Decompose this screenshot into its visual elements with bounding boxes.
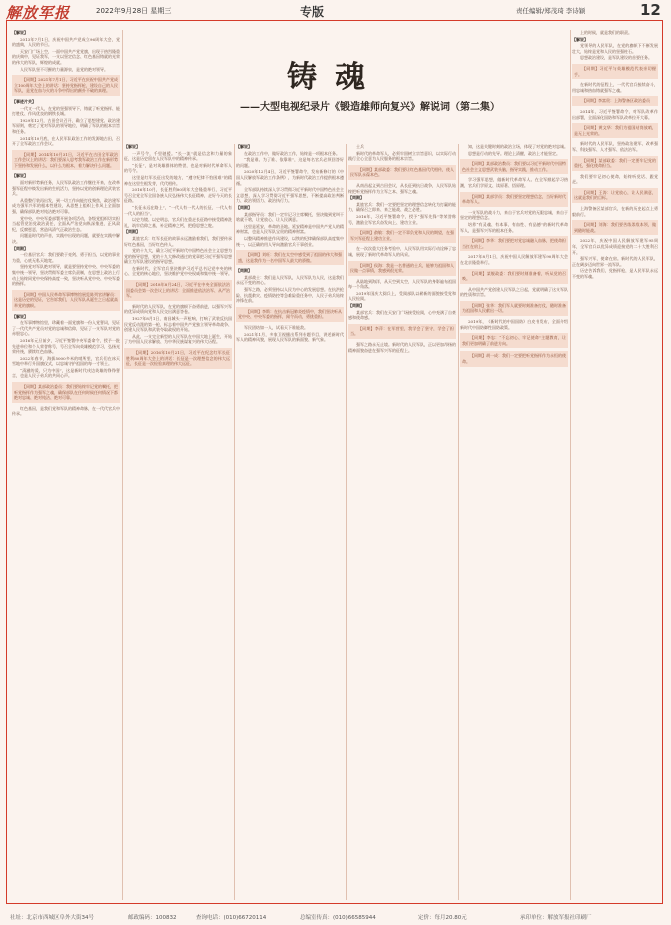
paragraph: 人民军队坚不可摧的力量源泉，是党的绝对领导。 — [20, 66, 108, 72]
paragraph: 新时代的革命军人，必须牢固树立宗旨意识，以实际行动践行全心全意为人民服务的根本宗旨。 — [348, 150, 456, 162]
paragraph: 军民团结如一人，试看天下谁能敌。 — [244, 325, 308, 331]
section-tag: 【同期】 — [12, 245, 28, 251]
paragraph: 2022年春节，海拔5000多米的哨所里，官兵们在冰天雪地中举行升国旗仪式，以忠诚守护祖国的每一寸领土。 — [12, 355, 120, 367]
paragraph: 从南昌起义到古田会议，从长征到抗日战争，人民军队始终把听党指挥作为立军之本、强军之魂。 — [348, 182, 456, 194]
paragraph: 在新时代，全军官兵坚决维护习近平总书记党中央的核心、全党的核心地位，坚决维护党中央权威和集中统一领导。 — [124, 265, 232, 277]
paragraph: 2019年，《新时代的中国国防》白皮书发布，全面介绍新时代中国防御性国防政策。 — [460, 319, 568, 330]
paragraph: 从陆地到海洋，从天空到太空，人民军队的身影遍布祖国每一个角落。 — [348, 278, 456, 290]
paragraph: 士兵 — [356, 144, 364, 149]
paragraph: 某部官兵：我们在天安门广场接受检阅，心中充满了自豪感和使命感。 — [348, 309, 456, 321]
paragraph: 新时代的人民军队，坚持政治建军、改革强军、科技强军、人才强军、依法治军。 — [572, 141, 658, 152]
paragraph: “长征”，是对英雄群体的赞誉，也是对新时代革命军人的号令。 — [124, 162, 232, 174]
paragraph: 2019年国庆大阅兵上，受阅部队以崭新的面貌接受党和人民检阅。 — [348, 290, 456, 302]
paragraph: 以史为镜、以史明志，官兵们在重走长征路中接受精神洗礼，筑牢信仰之基，补足精神之钙，把稳思想之舵。 — [124, 217, 232, 228]
paragraph: 某部指导员：我们一定牢记习主席嘱托，坚决做到党叫干啥就干啥，让党放心、让人民满意。 — [236, 211, 344, 223]
quote-box: 【同期】刘海：我们要苦练杀敌本领，做到随时能战。 — [572, 220, 658, 235]
paragraph: 2016年，习近平签署命令，授予“强军先锋”等荣誉称号，激励全军官兵奋发向上、建功立业。 — [348, 213, 456, 225]
column-divider — [234, 144, 235, 900]
section-tag: 【解说】 — [12, 313, 28, 319]
paragraph: 1927年8月1日，南昌城头一声枪响，打响了武装反抗国民党反动派的第一枪，标志着中国共产党独立领导革命战争、创建人民军队和武装夺取政权的开始。 — [124, 316, 232, 333]
paragraph: 在军事博物馆里，珍藏着一面党旗和一份入党誓词，见证了一代代共产党员对党的忠诚和信仰，见证了一支军队对党的赤胆忠心。 — [12, 320, 120, 337]
section-tag: 【同期】 — [236, 268, 252, 274]
quote-box: 【同期】黄文华：我们为祖国站岗放哨，是无上光荣的。 — [572, 123, 658, 138]
footer-fax: 总编室传真：(010)66585944 — [300, 915, 376, 921]
section-tag: 【事迹片关】 — [12, 98, 36, 104]
paragraph: 在新时代的征程上，一代代官兵接续奋斗，用忠诚和热血铸就强军之魂。 — [572, 82, 658, 93]
paragraph: 从此，一支完全新型的人民军队在中国大地上诞生，开始了为中国人民求解放、为中华民族谋复兴的伟大历程。 — [124, 333, 232, 345]
column-divider — [458, 144, 459, 900]
paragraph: 2016年10月，长征胜利80周年大会隆重举行，习近平号召全党全军全国各族人民弘扬伟大长征精神，走好今天的长征路。 — [124, 187, 232, 204]
paragraph: 强军兴军，使命在肩。新时代的人民军队，正在阔步迈向世界一流军队。 — [572, 256, 658, 267]
quote-box: 【同期】某舰政委：我们要时刻准备着，听从党的召唤。 — [460, 269, 568, 284]
paragraph: 新时代的人民军队，在党的旗帜下奋勇前进，以强军兴军的优异成绩向党和人民交出满意答卷。 — [124, 303, 232, 315]
section-tag: 【解说】 — [12, 30, 28, 35]
paragraph: 一声号令，千里驰援。“长一流”就是信念和力量的象征，这是历史留在人民军队中的精神传承。 — [124, 150, 232, 162]
quote-box: 【同期】侯海：我是一名普通的士兵，能够为祖国和人民做一点事情，我感到很光荣。 — [348, 261, 456, 276]
paragraph: 2017年8月1日，庆祝中国人民解放军建军90周年大会在北京隆重举行。 — [460, 254, 568, 265]
paragraph: 某部战士：我们是人民军队，人民军队为人民，这是我们永远不变的初心。 — [236, 274, 344, 286]
paragraph: 在政治工作中，做好政治工作，始终是一项根本任务。 — [244, 150, 340, 156]
page-footer — [0, 905, 671, 925]
paragraph: 面对新形势新任务，人民军队政治工作继往开来，在改革强军征程中焕发出新的生机活力，坚持以党的创新理论武装官兵。 — [12, 180, 120, 197]
paragraph: 2020年12月4日，习近平签署命令，发布新修订的《中国人民解放军政治工作条例》，为新时代政治工作提供根本遵循。 — [236, 169, 344, 186]
quote-box: 【同期】张华：我们军人就要时刻准备打仗，随时准备为祖国和人民献出一切。 — [460, 301, 568, 316]
quote-box: 【同期】胡一成：我们一定要把听党指挥作为永恒的使命。 — [460, 351, 568, 366]
section-tag: 【解说】 — [572, 36, 588, 42]
paragraph: “清澈的爱，只为中国”，这是新时代戍边英雄的铮铮誓言，也是人民子弟兵的共同心声。 — [12, 367, 120, 379]
paragraph: “长征永远在路上”，“一代人有一代人的长征，一代人有一代人的担当”。 — [124, 204, 232, 216]
quote-box: 【同期】李忠：“不忘初心、牢记使命”主题教育，让我们更加明确了前进方向。 — [460, 333, 568, 348]
paragraph: 知，这是关键时刻的政治立场，体现了对党的绝对忠诚。 — [468, 144, 568, 149]
article-subtitle: ——大型电视纪录片《锻造雄师向复兴》解说词（第二集） — [240, 102, 500, 113]
text-column-5 — [460, 144, 568, 900]
text-column-2 — [124, 144, 232, 900]
section-tag: 【解说】 — [12, 173, 28, 179]
paragraph: 从重整行装再出发，到一切工作向能打仗聚焦，政治建军成为强军兴军的根本性建设，从思想上组织上作风上全面加强，确保部队绝对纯洁绝对可靠。 — [12, 197, 120, 215]
section-tag: 【同期】 — [236, 204, 252, 210]
paragraph: 红色基因，是我们党和军队的精神命脉，在一代代官兵中传承。 — [12, 405, 120, 417]
paragraph: 上的时候，就是我们的职责。 — [580, 30, 632, 35]
paragraph: 这里是红军长征出发的地方，“遵守纪律不怕困难”的精神在这里生根发芽，代代相传。 — [124, 174, 232, 186]
paragraph: 强军之路，必须坚持以人民为中心的发展思想。在抗洪抢险、抗震救灾、疫情防控等急难险重任务中，人民子弟兵始终冲锋在前。 — [236, 287, 344, 304]
paragraph: 在一次次重大任务考验中，人民军队用实际行动诠释了忠诚，展现了新时代革命军人的风采。 — [348, 246, 456, 257]
column-divider — [570, 30, 571, 900]
quote-box: 【同期】某部政治委员：我们要始终牢记党的嘱托，把听党指挥作为强军之魂，确保部队在任何时候任何情况下都绝对忠诚、绝对纯洁、绝对可靠。 — [12, 382, 120, 403]
paragraph: 某旅官兵：红军长征的故事永远激励着我们，我们要传承好红色基因，当好红色传人。 — [124, 235, 232, 247]
paragraph: 学习强军思想，做新时代革命军人。在全军掀起学习热潮，官兵们学原文、读原著、悟原理。 — [460, 177, 568, 188]
paragraph: 从中国共产党创建人民军队之日起，党就明确了这支军队的性质和宗旨。 — [460, 286, 568, 298]
quote-box: 【同期】刘旺：我们在太空中感受到了祖国的伟大和强盛，这是我作为一名中国军人最大的骄傲。 — [236, 250, 344, 265]
editors-line: 责任编辑/郑茂琦 李诗颖 — [516, 7, 586, 15]
paragraph: 我们要牢记初心使命，始终听党话、跟党走。 — [572, 173, 658, 185]
paragraph: 一代又一代人，在党的坚强领导下，铸就了听党指挥、能打胜仗、作风优良的钢铁长城。 — [12, 105, 120, 117]
paragraph: “我是谁、为了谁、依靠谁”，这是每名官兵必须回答好的问题。 — [236, 157, 344, 168]
text-column-1 — [12, 30, 120, 900]
text-column-4 — [348, 144, 456, 900]
quote-box: 【同期】某部政治教员：我们要以习近平新时代中国特色社会主义思想武装头脑，指导实践，推动工作。 — [460, 159, 568, 174]
page-header — [0, 0, 671, 20]
footer-phone: 查询电话：(010)66720114 — [196, 915, 267, 921]
section-tag: 【同期】 — [124, 229, 140, 235]
paragraph: 坚持党对军队绝对领导，就是要坚持党中央、中央军委的集中统一领导，坚决贯彻军委主席负责制，在思想上政治上行动上始终同党中央保持高度一致，坚决听从党中央、中央军委的指挥。 — [12, 264, 120, 287]
paragraph: 强军之路永无止境。新时代的人民军队，正以更加昂扬的精神面貌奋进在强军兴军的征程上。 — [348, 342, 456, 353]
quote-box: 【同期】俞敏：我们一定不辜负党和人民的期望，在强军兴军征程上建功立业。 — [348, 228, 456, 243]
footer-printer: 承印单位：解放军报社印刷厂 — [520, 915, 592, 921]
paragraph: 上海警备区某部官兵，在新的历史起点上勇毅前行。 — [572, 206, 658, 217]
quote-box: 【同期】2021年7月1日，习近平在庆祝中国共产党成立100周年大会上的讲话：坚持党指挥枪，建设自己的人民军队，是党在血与火的斗争中得出的颠扑不破的真理。 — [12, 75, 120, 96]
section-tag: 【解说】 — [124, 144, 140, 149]
column-divider — [122, 30, 123, 900]
quote-box: 【同期】习近平与英雄模范代表亲切握手。 — [572, 64, 658, 79]
paragraph: 这里是延安，革命的圣地。延安精神是中国共产党人的精神财富，也是人民军队宝贵的精神财富。 — [236, 223, 344, 235]
quote-box: 【同期】李华：我们要把对党忠诚融入血脉，把使命担当扛在肩上。 — [460, 236, 568, 251]
footer-price: 定价：每月20.80元 — [418, 915, 467, 921]
quote-box: 【同期】李萍：在军营里，我学会了坚守，学会了担当。 — [348, 324, 456, 339]
paragraph: 思想政治建设，是军队建设的首要任务。 — [580, 55, 652, 61]
paragraph: 党的十九大，确立习近平新时代中国特色社会主义思想为党的指导思想，党的十九大修改通过的党章把习近平强军思想确立为军队建设的指导思想。 — [124, 248, 232, 265]
paragraph: 2013年7月1日，庆祝中国共产党成立96周年大会，党的盛典，人民的节日。 — [12, 36, 120, 48]
paragraph: 2021年1月，多家卫视播出系列专题节目，讲述新时代军人的精神风貌，展现人民军队的新面貌、新气象。 — [236, 331, 344, 343]
paragraph: 思想是行动的先导。理论上清醒，政治上才能坚定。 — [468, 150, 560, 156]
paragraph: 一位基层官兵：我们要敢于亮剑、勇于担当，以党的事业为重，心底无私天地宽。 — [12, 252, 120, 263]
column-divider — [346, 144, 347, 900]
section-tag: 【解说】 — [236, 144, 252, 149]
quote-box: 【同期】2014年10月31日，习近平在古田全军政治工作会议上的讲话：我们要深入思考我军政治工作在新形势下坚持和发展什么，以什么为根本，着力解决什么问题。 — [12, 150, 120, 171]
quote-box: 【同期】中国人民革命军事博物馆展览陈列官讲解员：这是历史的见证，它告诉我们，人民军队从诞生之日起就高举党的旗帜。 — [12, 290, 120, 311]
paragraph: 全军部队持续深入学习贯彻习近平新时代中国特色社会主义思想，深入学习贯彻习近平强军思想，不断提高政治判断力、政治领悟力、政治执行力。 — [236, 187, 344, 204]
paragraph: 党领导的人民军队，在党的旗帜下不断发展壮大，始终是党和人民的坚强柱石。 — [572, 43, 658, 54]
paragraph: 问题是时代的声音，实践中出现的问题，就要在实践中解决。 — [12, 233, 120, 244]
footer-address: 社址：北京市西城区阜外大街34号 — [10, 915, 94, 921]
paragraph: 1929年12月，古田会议召开，确立了思想建党、政治建军原则，奠定了党对军队的领导地位，明确了军队的根本宗旨和任务。 — [12, 117, 120, 134]
quote-box: 【同期】某部政委：我们一定要牢记党的重托，强化使命担当。 — [572, 156, 658, 171]
newspaper-logo: 解放军报 — [6, 4, 71, 22]
footer-postcode: 邮政编码：100832 — [128, 915, 177, 921]
quote-box: 【同期】王涛：让党放心，让人民满意，这就是我们的目标。 — [572, 188, 658, 203]
text-column-3 — [236, 144, 344, 900]
article-title: 铸魂 — [287, 60, 383, 95]
paragraph: 以整风精神推进作风建设，以铁的纪律确保部队高度集中统一，以正确的用人导向激励官兵干事创业。 — [236, 235, 344, 247]
quote-box: 【同期】某部政委：我们要让红色基因代代相传，使人民军队永葆本色。 — [348, 165, 456, 180]
paragraph: 党中央、中央军委部署开展各项活动，各级党组织切实担当起管党治党政治责任，全面从严治党向纵深推进，正风肃纪，反腐惩恶，营造风清气正政治生态。 — [12, 215, 120, 232]
quote-box: 【同期】李富贵：上海警备区政治委员 — [572, 96, 658, 106]
paragraph: 2014年10月底，在人民军队政治工作的发源地古田，召开了全军政治工作会议。 — [12, 135, 120, 147]
quote-box: 【同期】某部学员：我们要坚定理想信念，当好新时代革命军人。 — [460, 192, 568, 207]
paragraph: 历史告诉我们，党指挥枪，是人民军队永远不变的军魂。 — [572, 268, 658, 279]
quote-box: 【同期】2018年8月24日，习近平在中央全面依法治国委员会第一次会议上的讲话：全面推进依法治军、从严治军。 — [124, 280, 232, 301]
section-label: 专版 — [300, 5, 325, 19]
issue-date: 2022年9月28日 星期三 — [96, 7, 172, 15]
paragraph: 培养“有灵魂、有本事、有血性、有品德”的新时代革命军人，是强军兴军的根本任务。 — [460, 221, 568, 233]
paragraph: 2016年元旦前夕，习近平签署中央军委命令，授予一批先进单位和个人荣誉称号，号召全军向英雄模范学习，弘扬光荣传统，赓续红色血脉。 — [12, 337, 120, 355]
section-tag: 【同期】 — [348, 303, 364, 309]
paragraph: 2022年，庆祝中国人民解放军建军95周年，全军官兵以优异成绩迎接党的二十大胜利召开。 — [572, 238, 658, 255]
page-number: 12 — [640, 1, 661, 19]
paragraph: 2014年，习近平签署命令，对军队改革作出部署，全面深化国防和军队改革拉开大幕。 — [572, 108, 658, 120]
text-column-6 — [572, 30, 658, 900]
quote-box: 【同期】李斯：在抗击新冠肺炎疫情中，我们坚决听从党中央、中央军委的指挥，闻令而动，勇挑重担。 — [236, 307, 344, 322]
section-tag: 【同期】 — [348, 195, 364, 201]
paragraph: 天安门广场上空，一面中国共产党党旗，出现于热烈隆重的庆典中，见证我军，一支以坚定信念、红色基因铸就的光荣的伟大的军队，辉煌的成就。 — [12, 48, 120, 65]
quote-box: 【同期】2016年10月21日，习近平在纪念红军长征胜利80周年大会上的讲话：长征是一次理想信念的伟大远征，长征是一次检验真理的伟大远征。 — [124, 348, 232, 369]
paragraph: 某旅官兵：我们一定要把坚定的理想信念转化为打赢的能力，确保召之即来、来之能战、战之必胜。 — [348, 201, 456, 213]
paragraph: 一支军队的战斗力，来自于官兵对党的无限忠诚，来自于坚定的理想信念。 — [460, 209, 568, 221]
